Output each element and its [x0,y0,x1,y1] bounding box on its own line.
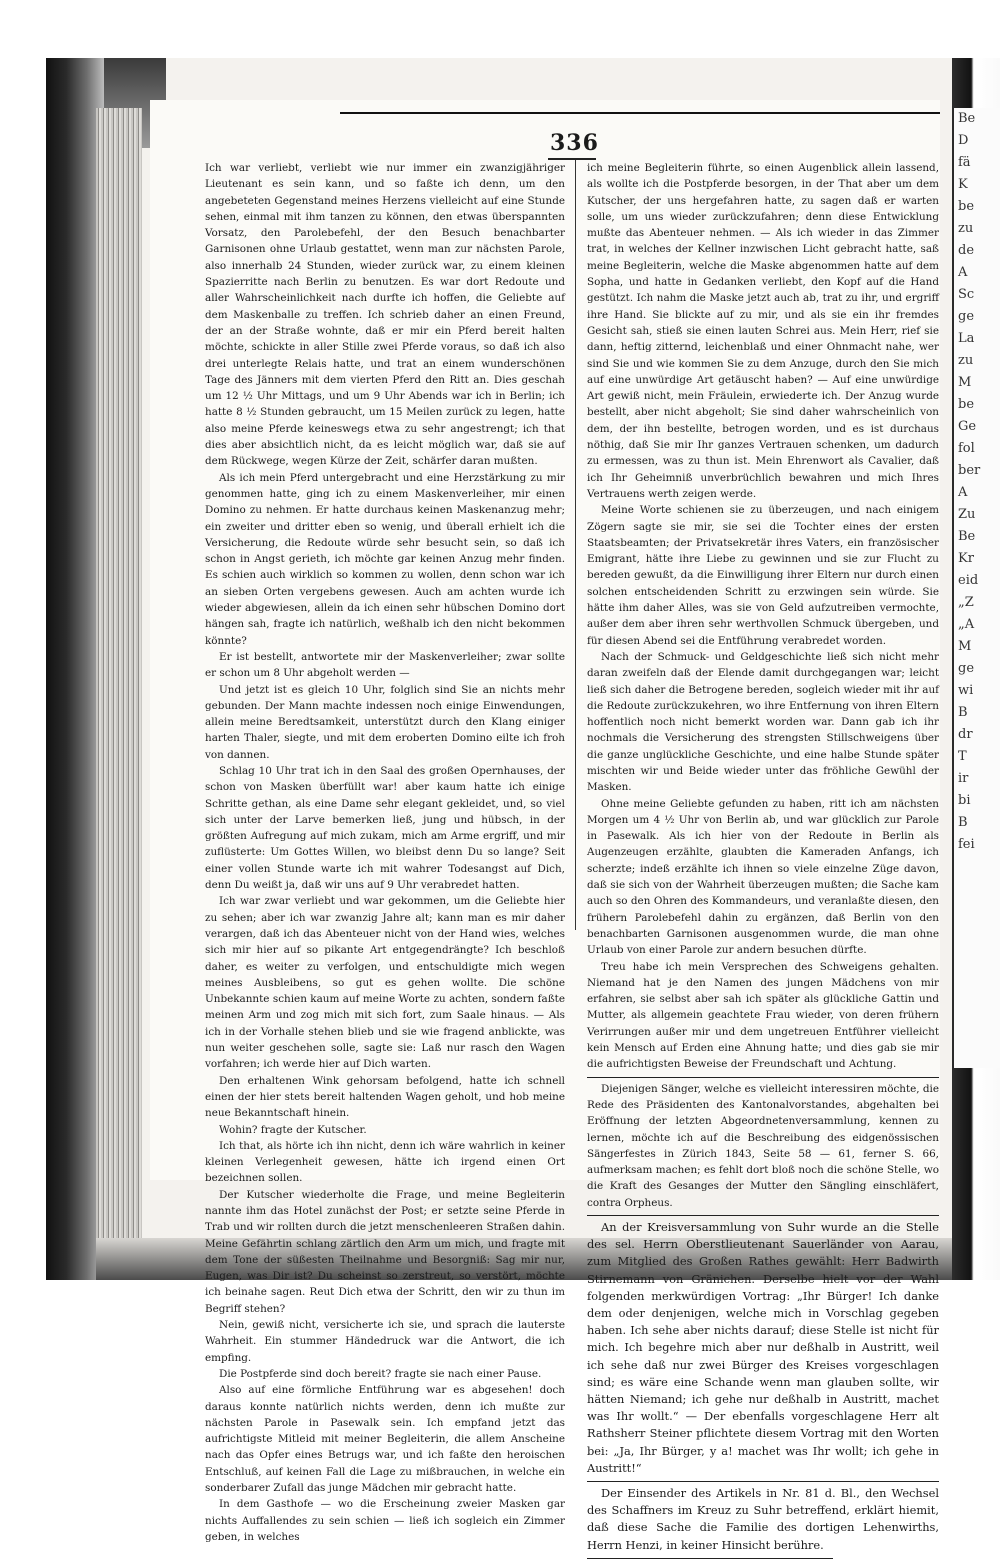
facing-page-text: Sc [958,287,975,302]
facing-page-text: fä [958,155,971,170]
notice-block [587,1215,939,1477]
facing-page-text: B [958,705,968,720]
facing-page-text: T [958,749,967,764]
paragraph: Ohne meine Geliebte gefunden zu haben, ritt ich am nächsten Morgen um 4 ½ Uhr von Berlin ab, und war glücklich zur Parole in Pasewalk. Als ich hier von der Redoute in Berlin als Augenzeugen erzählte, glaubten die Kameraden Anfangs, ich scherzte; indeß erzählte ich ihnen so viele einzelne Züge davon, daß sie sich von der Wahrheit überzeugen mußten; die Sache kam auch so den Ohren des Kommandeurs, und veranlaßte diesen, den frühern Parolebefehl dahin zu ergänzen, daß Berlin von den benachbarten Garnisonen ausgenommen wurde, die man ohne Urlaub von einer Parole zur andern besuchen dürfte. [587,797,939,957]
facing-page-text: ber [958,463,981,478]
facing-page-text: A [958,485,968,500]
facing-page-text: La [958,331,975,346]
facing-page-text: de [958,243,975,258]
paragraph: Wohin? fragte der Kutscher. [219,1123,367,1136]
column-divider [575,160,576,930]
facing-page-text: Be [958,529,976,544]
notice-block [587,1077,939,1211]
facing-page-text: „Z [958,595,974,610]
newspaper-page [150,100,940,1552]
right-column [587,160,939,1559]
paragraph: Nein, gewiß nicht, versicherte ich sie, und sprach die lauterste Wahrheit. Ein stummer Händedruck war die Antwort, die ich empfing. [205,1319,565,1364]
paragraph: ich meine Begleiterin führte, so einen Augenblick allein lassend, als wollte ich die Postpferde besorgen, in der That aber um dem Kutscher, der uns hergefahren hatte, zu sagen daß er warten solle, um uns wieder zurückzufahren; denn diese Entwicklung mußte das Abenteuer nehmen. — Als ich wieder in das Zimmer trat, in welches der Kellner inzwischen Licht gebracht hatte, saß meine Begleiterin, welche die Maske abgenommen hatte auf dem Sopha, und hatte in Gedanken verliebt, den Kopf auf die Hand gestützt. Ich nahm die Maske jetzt auch ab, trat zu ihr, und ergriff ihre Hand. Sie blickte auf zu mir, und als sie ein ihr fremdes Gesicht sah, stieß sie einen lauten Schrei aus. Mein Herr, rief sie dann, heftig zitternd, leichenblaß und einer Ohnmacht nahe, wer sind Sie und wie kommen Sie zu dem Anzuge, durch den Sie mich auf eine unwürdige Art getäuscht haben? — Auf eine unwürdige Art gewiß nicht, mein Fräulein, erwiederte ich. Der Anzug wurde bestellt, aber nicht abgeholt; Sie sind daher wahrscheinlich von dem, der ihn bestellte, betrogen worden, und es ist durchaus nöthig, daß Sie mir Ihr ganzes Vertrauen schenken, um dadurch zu ermessen, was zu thun ist. Mein Ehrenwort als Cavalier, daß ich Ihr Geheimniß unverbrüchlich bewahren und mich Ihres Vertrauens werth zeigen werde. [587,162,939,500]
facing-page-text: zu [958,353,974,368]
facing-page-text: „A [958,617,975,632]
facing-page-text: fei [958,837,975,852]
facing-page-fragment [954,108,1000,1068]
facing-page-text: be [958,397,975,412]
facing-page-text: bi [958,793,971,808]
facing-page-text: zu [958,221,974,236]
paragraph: Treu habe ich mein Versprechen des Schweigens gehalten. Niemand hat je den Namen des jungen Mädchens von mir erfahren, sie selbst aber sah ich später als glückliche Gattin und Mutter, als allgemein geachtete Frau wieder, von deren frühern Verirrungen außer mir und dem ungetreuen Entführer vielleicht kein Mensch auf Erden eine Ahnung hatte; und dies gab sie mir die aufrichtigsten Beweise der Freundschaft und Achtung. [587,960,939,1071]
facing-page-text: ge [958,309,975,324]
notice-block [587,1481,939,1554]
facing-page-text: Ge [958,419,977,434]
facing-page-text: wi [958,683,974,698]
facing-page-text: B [958,815,968,830]
facing-page-text: ir [958,771,969,786]
facing-page-text: K [958,177,968,192]
paragraph: Der Kutscher wiederholte die Frage, und meine Begleiterin nannte ihm das Hotel zunächst der Post; er setzte seine Pferde in Trab und wir rollten durch die jetzt menschenleeren Straßen dahin. Meine Gefährtin schlang zärtlich den Arm um mich, und fragte mit dem Tone der süßesten Theilnahme und Besorgniß: Sag mir nur, Eugen, was Dir ist? Du scheinst so zerstreut, so verstört, möchte ich beinahe sagen. Reut Dich etwa der Schritt, den wir zu thun im Begriff stehen? [205,1188,565,1315]
paragraph: Und jetzt ist es gleich 10 Uhr, folglich sind Sie an nichts mehr gebunden. Der Mann machte indessen noch einige Einwendungen, allein meine Beredtsamkeit, unterstützt durch den Klang einiger harten Thaler, siegte, und mit dem eroberten Domino eilte ich froh von dannen. [205,683,565,761]
paragraph: Er ist bestellt, antwortete mir der Maskenverleiher; zwar sollte er schon um 8 Uhr abgeholt werden — [205,650,565,680]
page-number: 336 [550,130,599,156]
page-stack-edge [96,108,142,1258]
facing-page-text: Be [958,111,976,126]
facing-page-text: eid [958,573,979,588]
paragraph: Als ich mein Pferd untergebracht und eine Herzstärkung zu mir genommen hatte, ging ich zu einem Maskenverleiher, mir einen Domino zu nehmen. Er hatte durchaus keinen Maskenanzug mehr; ein zweiter und dritter eben so wenig, und überall erhielt ich die Versicherung, die Redoute würde sehr besucht sein, so daß ich schon in Angst gerieth, ich möchte gar keinen Anzug mehr finden. Es schien auch wirklich so kommen zu wollen, denn schon war ich an sieben Orten vergebens gewesen. Auch am achten wurde ich wieder abgewiesen, allein da ich einen sehr hübschen Domino dort hängen sah, fragte ich natürlich, weßhalb ich den nicht bekommen könnte? [205,471,565,647]
paragraph: Ich war zwar verliebt und war gekommen, um die Geliebte hier zu sehen; aber ich war zwanzig Jahre alt; kann man es mir daher verargen, daß ich das Abenteuer nicht von der Hand wies, welches sich mir hier auf so pikante Art entgegendrängte? Ich beschloß daher, es weiter zu verfolgen, und entschuldigte mich wegen meines Ausbleibens, so gut es gehen wollte. Die schöne Unbekannte schien kaum auf meine Worte zu achten, sondern faßte meinen Arm und zog mich mit sich fort, zum Saale hinaus. — Als ich in der Vorhalle stehen blieb und sie wie fragend anblickte, was nun weiter geschehen solle, sagte sie: Laß nur rasch den Wagen vorfahren; ich werde hier auf Dich warten. [205,895,565,1071]
paragraph: Ich that, als hörte ich ihn nicht, denn ich wäre wahrlich in keiner kleinen Verlegenheit gewesen, hätte ich irgend einen Ort bezeichnen sollen. [205,1139,565,1185]
paragraph: Ich war verliebt, verliebt wie nur immer ein zwanzigjähriger Lieutenant es sein kann, und so faßte ich denn, um den angebeteten Gegenstand meines Herzens vielleicht auf eine Stunde sehen, einmal mit ihm tanzen zu können, den etwas überspannten Vorsatz, den Parolebefehl, der den Besuch benachbarter Garnisonen ohne Urlaub gestattet, wenn man zur nächsten Parole, also innerhalb 24 Stunden, wieder zurück war, zu einem kleinen Spazierritte nach Berlin zu benutzen. Es war dort Redoute und aller Wahrscheinlichkeit nach durfte ich hoffen, die Geliebte auf dem Maskenballe zu treffen. Ich schrieb daher an einen Freund, der an der Straße wohnte, daß er mir ein Pferd bereit halten möchte, schickte in aller Stille zwei Pferde voraus, so daß ich also drei unterlegte Relais hatte, und trat an einem wunderschönen Tage des Jänners mit dem vierten Pferd den Ritt an. Dies geschah um 12 ½ Uhr Mittags, und um 9 Uhr Abends war ich in Berlin; ich hatte 8 ½ Stunden gebraucht, um 15 Meilen zurück zu legen, hatte also meine Pferde keineswegs etwa zu sehr angestrengt; ich that dies aber absichtlich nicht, da es leicht möglich war, daß sie auf dem Rückwege, wegen Kürze der Zeit, schärfer daran mußten. [205,162,565,468]
facing-page-text: be [958,199,975,214]
facing-page-text: A [958,265,968,280]
facing-page-text: D [958,133,969,148]
paragraph: Den erhaltenen Wink gehorsam befolgend, hatte ich schnell einen der hier stets bereit haltenden Wagen geholt, und hob meine neue Bekanntschaft hinein. [205,1074,565,1120]
facing-page-text: Zu [958,507,976,522]
facing-page-text: ge [958,661,975,676]
facing-page-text: M [958,375,972,390]
notice-text: Der Einsender des Artikels in Nr. 81 d. Bl., den Wechsel des Schaffners im Kreuz zu Suhr betreffend, erklärt hiemit, daß diese Sache die Familie des dortigen Lehenwirths, Herrn Henzi, in keiner Hinsicht berühre. [587,1486,939,1552]
paragraph: Die Postpferde sind doch bereit? fragte sie nach einer Pause. [219,1367,542,1380]
facing-page-text: dr [958,727,973,742]
facing-page-text: fol [958,441,975,456]
header-rule [340,112,940,114]
facing-page-text: M [958,639,972,654]
paragraph: Also auf eine förmliche Entführung war es abgesehen! doch daraus konnte natürlich nichts werden, denn ich mußte zur nächsten Parole in Pasewalk sein. Ich empfand jetzt das aufrichtigste Mitleid mit meiner Begleiterin, die allem Anscheine nach das Opfer eines Betrugs war, und ich faßte den heroischen Entschluß, auf keinen Fall die Lage zu mißbrauchen, in welche ein sonderbarer Zufall das junge Mädchen mir gebracht hatte. [205,1384,565,1495]
paragraph: Nach der Schmuck- und Geldgeschichte ließ sich nicht mehr daran zweifeln daß der Elende damit durchgegangen war; leicht ließ sich daher die Betrogene bereden, sogleich wieder mit ihr auf die Redoute zurückzukehren, wo ihre Entfernung von ihren Eltern hoffentlich noch nicht bemerkt worden war. Dann gab ich ihr nochmals die Versicherung des strengsten Stillschweigens über die ganze unglückliche Geschichte, und eine halbe Stunde später mischten wir und Beide wieder unter das fröhliche Gewühl der Masken. [587,650,939,794]
left-column [205,160,565,1545]
paragraph: Schlag 10 Uhr trat ich in den Saal des großen Opernhauses, der schon von Masken überfüllt war! aber kaum hatte ich einige Schritte gethan, als eine Dame sehr elegant gekleidet, und, so viel sich unter der Larve bemerken ließ, jung und hübsch, in der größten Aufregung auf mich zukam, mich am Arme ergriff, und mir zuflüsterte: Um Gottes Willen, wo bleibst denn Du so lange? Seit einer vollen Stunde warte ich mit wahrer Todesangst auf Dich, denn Du weißt ja, daß wir uns auf 9 Uhr verabredet hatten. [205,764,565,892]
facing-page-text: Kr [958,551,974,566]
notice-text: An der Kreisversammlung von Suhr wurde an die Stelle des sel. Herrn Oberstlieutenant Sauerländer von Aarau, zum Mitglied des Großen Rathes gewählt: Herr Badwirth Stirnemann von Gränichen. Derselbe hielt vor der Wahl folgenden merkwürdigen Vortrag: „Ihr Bürger! Ich danke dem oder denjenigen, welche mich in Vorschlag gegeben haben. Ich sehe aber nichts darauf; diese Stelle ist nicht für mich. Ich begehre mich aber nur deßhalb in Austritt, weil ich sehe daß nur zwei Bürger des Kreises vorgeschlagen sind; es wäre eine Schande wenn man glauben sollte, wir hätten Niemand; ich gehe nur deßhalb in Austritt, machet was Ihr wollt.“ — Der ebenfalls vorgeschlagene Herr alt Rathsherr Steiner pflichtete diesem Vortrag mit den Worten bei: „Ja, Ihr Bürger, y a! machet was Ihr wollt; ich gehe in Austritt!“ [587,1220,939,1475]
paragraph: In dem Gasthofe — wo die Erscheinung zweier Masken gar nichts Auffallendes zu sein schien — ließ ich sogleich ein Zimmer geben, in welches [205,1498,565,1543]
paragraph: Meine Worte schienen sie zu überzeugen, und nach einigem Zögern sagte sie mir, sie sei die Tochter eines der ersten Staatsbeamten; der Privatsekretär ihres Vaters, ein französischer Emigrant, hätte ihre Liebe zu gewinnen und sie zur Flucht zu bereden gewußt, da die Einwilligung ihrer Eltern nur durch einen solchen entscheidenden Schritt zu erzwingen sein würde. Sie hätte ihm daher Alles, was sie von Geld aufzutreiben vermochte, außer dem aber ihren sehr werthvollen Schmuck übergeben, und für diesen Abend sei die Entführung verabredet worden. [587,504,939,647]
notice-text: Diejenigen Sänger, welche es vielleicht interessiren möchte, die Rede des Präsidenten des Kantonalvorstandes, abgehalten bei Eröffnung der letzten Abgeordnetenversammlung, kennen zu lernen, möchte ich auf die Beschreibung des eidgenössischen Sängerfestes in Zürich 1843, Seite 58 — 61, ferner S. 66, aufmerksam machen; es fehlt dort bloß noch die schöne Stelle, wo die Kraft des Gesanges der Mutter den Sängling einschläfert, contra Orpheus. [587,1082,940,1209]
